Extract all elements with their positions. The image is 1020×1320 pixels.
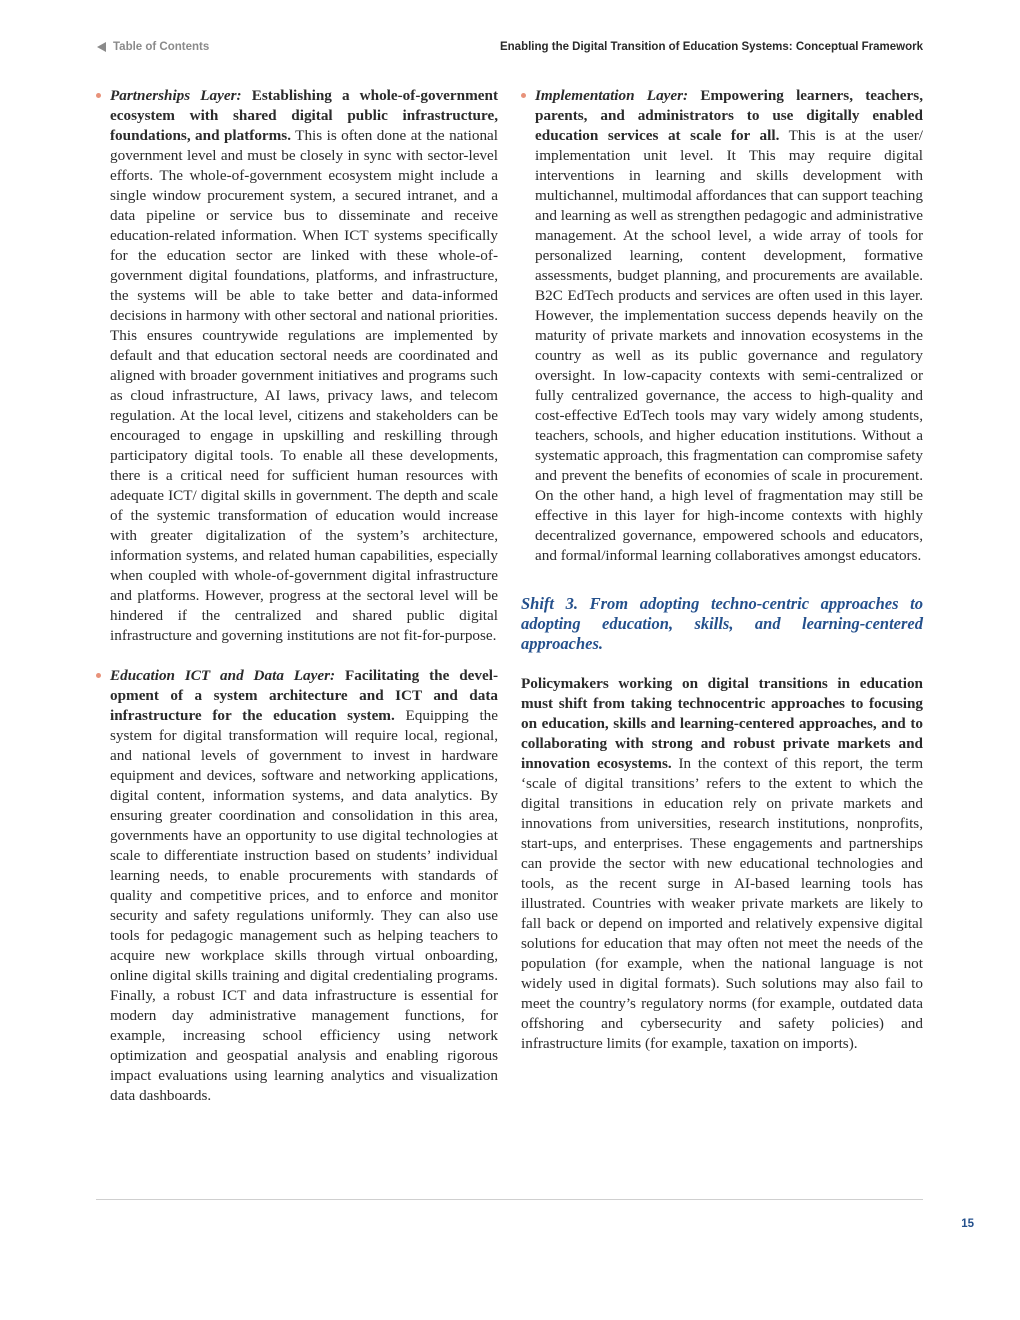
bullet-lead-bold: Facilitating the development of a system architecture and ICT and data infrastructure for the education system. bbox=[110, 667, 499, 724]
table-of-contents-link[interactable] bbox=[97, 41, 209, 53]
bullet-lead-italic: Education ICT and Data Layer: bbox=[110, 667, 336, 684]
left-column bbox=[96, 86, 498, 1126]
shift-3-paragraph bbox=[521, 674, 923, 1054]
shift-3-heading: Shift 3. From adopting techno-centric approaches to adopting education, skills, and learning-centered approaches. bbox=[521, 594, 923, 653]
bullet-dot-icon bbox=[96, 673, 101, 678]
right-column bbox=[521, 86, 923, 1054]
paragraph-lead-bold: Policymakers working on digital transitions in education must shift from taking technocentric approaches to focusing on education, skills and learning-centered approaches, and to collaborating with strong and robust private markets and innovation ecosystems. bbox=[521, 675, 923, 772]
bullet-partnerships-layer bbox=[96, 86, 498, 646]
bullet-lead-bold: Establishing a whole-of-government ecosystem with shared digital public infrastructure, foundations, and platforms. bbox=[110, 87, 498, 144]
bullet-dot-icon bbox=[521, 93, 526, 98]
bullet-education-ict-data-layer bbox=[96, 666, 498, 1106]
toc-label: Table of Contents bbox=[113, 41, 210, 53]
footer-divider bbox=[96, 1199, 923, 1200]
paragraph-body: In the context of this report, the term ‘scale of digital transitions’ refers to the extent to which the digital transitions in education rely on private markets and innovations from universities, research institutions, nonprofits, start-ups, and enterprises. These engagements and partnerships can provide the sector with new educational technologies and tools, as the recent surge in AI-based learning tools has illustrated. Countries with weaker private markets are likely to fall back or depend on imported and relatively expensive digital solutions for education that may often not meet the needs of the population (for example, when the national language is not widely used in digital formats). Such solutions may also fail to meet the country’s regulatory norms (for example, outdated data offshoring and cybersecurity and safety policies) and infrastructure limits (for example, taxation on imports). bbox=[521, 755, 924, 1052]
page-number: 15 bbox=[961, 1218, 974, 1230]
back-triangle-icon bbox=[97, 42, 106, 52]
bullet-body: This is often done at the national government level and must be closely in sync with sector-level efforts. The whole-of-government ecosystem might include a single window procurement system, a secured intranet, and a data pipeline or service bus to disseminate and receive education-related information. When ICT systems specifically for the education sector are linked with these whole-of-government digital foundations, platforms, and infrastructure, the systems will be able to take better and data-informed decisions in harmony with other sectoral and national priorities. This ensures countrywide regulations are implemented by default and that education sectoral needs are coordinated and aligned with broader government initiatives and programs such as cloud infrastructure, AI laws, privacy laws, and telecom regulation. At the local level, citizens and stakeholders can be encouraged to engage in upskilling and reskilling through participatory digital tools. To enable all these developments, there is a critical need for sufficient human resources with adequate ICT/ digital skills in government. The depth and scale of the systemic transformation of education would increase with greater digitalization of the system’s architecture, information systems, and related human capabilities, especially when coupled with whole-of-government digital infrastructure and platforms. However, progress at the sectoral level will be hindered if the centralized and shared public digital infrastructure and governing institutions are not fit-for-purpose. bbox=[110, 127, 498, 644]
bullet-body: This is at the user/ implementation unit level. It This may require digital interventions in learning and skills development with multichannel, multimodal affordances that can support teaching and learning as well as strengthen pedagogic and administrative management. At the school level, a wide array of tools for personalized learning, content development, formative assessments, budget planning, and procurements are available. B2C EdTech products and services are often used in this layer. However, the implementation success depends heavily on the maturity of private markets and innovation ecosystems in the country as well as its public governance and regulatory oversight. In low-capacity contexts with semi-centralized or fully centralized governance, the access to high-quality and cost-effective EdTech tools may vary widely among students, teachers, schools, and higher education institutions. Without a systematic approach, this fragmentation can compromise safety and prevent the benefits of economies of scale in procurement. On the other hand, a high level of fragmentation may still be effective in this layer for high-income contexts with highly decentralized governance, empowered schools and educators, and formal/informal learning collaboratives amongst educators. bbox=[535, 127, 924, 564]
bullet-body: Equipping the system for digital transformation will require local, regional, and national levels of government to invest in hardware equipment and devices, software and networking applications, digital content, information systems, and data analytics. By ensuring greater coordination and consolidation in this area, governments have an opportunity to use digital technologies at scale to differentiate instruction based on students’ individual learning needs, to enable procurements with standards of quality and competitive prices, and to enforce and monitor security and safety regulations uniformly. They can also use tools for pedagogic management such as helping teachers to acquire new workplace skills through virtual onboarding, online digital skills training and digital credentialing programs. Finally, a robust ICT and data infrastructure is essential for modern day administrative management functions, for example, increasing school efficiency using network optimization and geospatial analysis and enabling rigorous impact evaluations using learning analytics and visualization data dashboards. bbox=[110, 707, 498, 1104]
document-title: Enabling the Digital Transition of Education Systems: Conceptual Framework bbox=[499, 41, 923, 53]
bullet-implementation-layer bbox=[521, 86, 923, 566]
bullet-lead-bold: Empowering learners, teachers, parents, and administrators to use digitally enabled education services at scale for all. bbox=[535, 87, 923, 144]
bullet-lead-italic: Partnerships Layer: bbox=[110, 87, 242, 104]
bullet-dot-icon bbox=[96, 93, 101, 98]
bullet-lead-italic: Implementation Layer: bbox=[535, 87, 689, 104]
